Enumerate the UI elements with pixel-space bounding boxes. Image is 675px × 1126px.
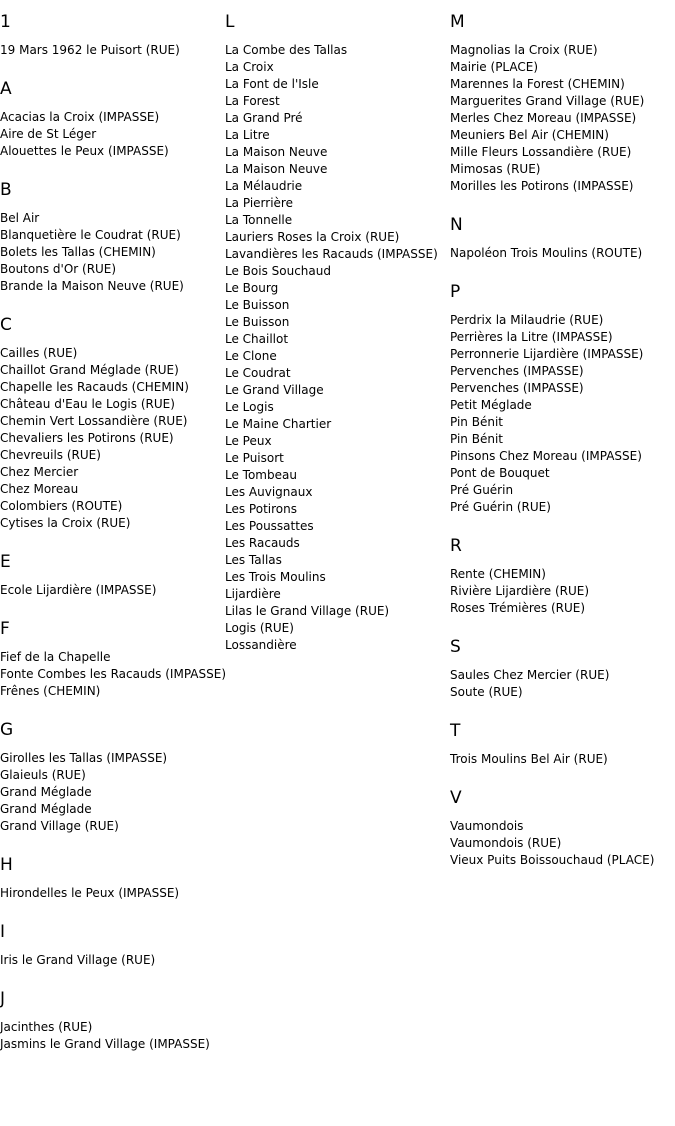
street-list	[450, 566, 675, 617]
street-list	[0, 885, 224, 902]
letter-section	[0, 179, 224, 295]
street-entry: Lilas le Grand Village (RUE)	[225, 604, 390, 618]
street-entry: La Maison Neuve	[225, 145, 328, 159]
street-list	[0, 952, 224, 969]
letter-section	[450, 636, 675, 701]
street-entry: Pervenches (IMPASSE)	[450, 381, 584, 395]
letter-section	[0, 78, 224, 160]
street-entry: Jasmins le Grand Village (IMPASSE)	[0, 1037, 210, 1051]
street-entry: Le Clone	[225, 349, 277, 363]
street-entry: La Croix	[225, 60, 274, 74]
street-entry: Chez Mercier	[0, 465, 79, 479]
street-list	[0, 109, 224, 160]
street-entry: La Litre	[225, 128, 270, 142]
street-entry: Jacinthes (RUE)	[0, 1020, 93, 1034]
street-entry: Vaumondois (RUE)	[450, 836, 562, 850]
letter-section	[0, 11, 224, 59]
street-entry: Logis (RUE)	[225, 621, 294, 635]
street-entry: Mille Fleurs Lossandière (RUE)	[450, 145, 632, 159]
street-entry: Magnolias la Croix (RUE)	[450, 43, 598, 57]
street-entry: Merles Chez Moreau (IMPASSE)	[450, 111, 637, 125]
section-letter-heading: T	[450, 721, 461, 741]
street-entry: Frênes (CHEMIN)	[0, 684, 101, 698]
street-entry: Roses Trémières (RUE)	[450, 601, 586, 615]
section-letter-heading: G	[0, 720, 14, 740]
street-entry: Bel Air	[0, 211, 40, 225]
street-entry: Alouettes le Peux (IMPASSE)	[0, 144, 169, 158]
street-entry: Grand Village (RUE)	[0, 819, 119, 833]
street-entry: Chaillot Grand Méglade (RUE)	[0, 363, 179, 377]
street-entry: Le Chaillot	[225, 332, 289, 346]
street-entry: Glaieuls (RUE)	[0, 768, 86, 782]
street-entry: Les Auvignaux	[225, 485, 313, 499]
letter-section	[0, 719, 224, 835]
street-list	[450, 245, 675, 262]
letter-section	[0, 921, 224, 969]
street-entry: Marguerites Grand Village (RUE)	[450, 94, 645, 108]
street-entry: Rivière Lijardière (RUE)	[450, 584, 590, 598]
street-entry: La Maison Neuve	[225, 162, 328, 176]
street-entry: Perrières la Litre (IMPASSE)	[450, 330, 613, 344]
street-list	[450, 42, 675, 195]
letter-section	[450, 720, 675, 768]
section-letter-heading: F	[0, 619, 10, 639]
letter-section	[225, 11, 449, 654]
street-entry: Le Peux	[225, 434, 272, 448]
street-entry: Vaumondois	[450, 819, 524, 833]
section-letter-heading: B	[0, 180, 12, 200]
street-entry: Le Buisson	[225, 315, 290, 329]
letter-section	[0, 854, 224, 902]
street-entry: Le Coudrat	[225, 366, 291, 380]
section-letter-heading: L	[225, 12, 235, 32]
street-list	[0, 210, 224, 295]
street-entry: Chevreuils (RUE)	[0, 448, 101, 462]
street-entry: Lavandières les Racauds (IMPASSE)	[225, 247, 438, 261]
street-entry: Chez Moreau	[0, 482, 79, 496]
street-entry: Chapelle les Racauds (CHEMIN)	[0, 380, 189, 394]
street-entry: Lossandière	[225, 638, 297, 652]
section-letter-heading: S	[450, 637, 461, 657]
street-entry: Pervenches (IMPASSE)	[450, 364, 584, 378]
street-entry: Pin Bénit	[450, 415, 503, 429]
street-entry: Fonte Combes les Racauds (IMPASSE)	[0, 667, 227, 681]
street-entry: La Grand Pré	[225, 111, 303, 125]
street-list	[0, 42, 224, 59]
street-list	[0, 649, 227, 700]
letter-section	[450, 11, 675, 195]
section-letter-heading: V	[450, 788, 462, 808]
street-list	[0, 1019, 224, 1053]
street-list	[225, 42, 449, 654]
street-entry: Chemin Vert Lossandière (RUE)	[0, 414, 188, 428]
street-entry: Brande la Maison Neuve (RUE)	[0, 279, 184, 293]
street-entry: Le Puisort	[225, 451, 284, 465]
street-list	[450, 751, 675, 768]
street-entry: Le Logis	[225, 400, 274, 414]
street-entry: Vieux Puits Boissouchaud (PLACE)	[450, 853, 655, 867]
letter-section	[0, 988, 224, 1053]
section-letter-heading: M	[450, 12, 465, 32]
letter-section	[450, 214, 675, 262]
street-list	[0, 750, 224, 835]
street-entry: Les Potirons	[225, 502, 297, 516]
street-entry: Lijardière	[225, 587, 281, 601]
index-column-2	[225, 0, 449, 673]
street-entry: Cytises la Croix (RUE)	[0, 516, 131, 530]
letter-section	[0, 618, 227, 700]
street-list	[0, 582, 224, 599]
street-entry: La Tonnelle	[225, 213, 293, 227]
street-entry: Boutons d'Or (RUE)	[0, 262, 117, 276]
street-entry: Le Tombeau	[225, 468, 297, 482]
street-entry: Grand Méglade	[0, 802, 92, 816]
street-entry: Napoléon Trois Moulins (ROUTE)	[450, 246, 643, 260]
section-letter-heading: P	[450, 282, 461, 302]
index-column-3	[450, 0, 675, 888]
street-entry: Le Bois Souchaud	[225, 264, 331, 278]
section-letter-heading: I	[0, 922, 6, 942]
street-entry: Pré Guérin (RUE)	[450, 500, 551, 514]
street-entry: Le Buisson	[225, 298, 290, 312]
street-entry: Soute (RUE)	[450, 685, 523, 699]
street-entry: Ecole Lijardière (IMPASSE)	[0, 583, 157, 597]
street-entry: Grand Méglade	[0, 785, 92, 799]
section-letter-heading: R	[450, 536, 462, 556]
letter-section	[0, 551, 224, 599]
street-entry: Pinsons Chez Moreau (IMPASSE)	[450, 449, 642, 463]
street-list	[450, 312, 675, 516]
street-list	[0, 345, 224, 532]
street-entry: Girolles les Tallas (IMPASSE)	[0, 751, 168, 765]
street-entry: Iris le Grand Village (RUE)	[0, 953, 156, 967]
street-entry: Perronnerie Lijardière (IMPASSE)	[450, 347, 644, 361]
street-entry: Les Trois Moulins	[225, 570, 326, 584]
index-column-1	[0, 0, 227, 1072]
section-letter-heading: 1	[0, 12, 11, 32]
street-entry: Chevaliers les Potirons (RUE)	[0, 431, 174, 445]
letter-section	[0, 314, 224, 532]
street-entry: Les Poussattes	[225, 519, 314, 533]
street-list	[450, 818, 675, 869]
letter-section	[450, 535, 675, 617]
street-entry: La Pierrière	[225, 196, 293, 210]
section-letter-heading: E	[0, 552, 11, 572]
street-entry: 19 Mars 1962 le Puisort (RUE)	[0, 43, 180, 57]
section-letter-heading: J	[0, 989, 6, 1009]
letter-section	[450, 281, 675, 516]
street-entry: Bolets les Tallas (CHEMIN)	[0, 245, 156, 259]
street-list	[450, 667, 675, 701]
street-entry: Le Maine Chartier	[225, 417, 332, 431]
street-entry: La Combe des Tallas	[225, 43, 348, 57]
street-entry: Pin Bénit	[450, 432, 503, 446]
street-entry: Château d'Eau le Logis (RUE)	[0, 397, 175, 411]
street-entry: Hirondelles le Peux (IMPASSE)	[0, 886, 180, 900]
street-entry: Le Grand Village	[225, 383, 324, 397]
letter-section	[450, 787, 675, 869]
street-entry: Les Tallas	[225, 553, 282, 567]
section-letter-heading: C	[0, 315, 12, 335]
street-entry: Saules Chez Mercier (RUE)	[450, 668, 610, 682]
street-entry: Fief de la Chapelle	[0, 650, 111, 664]
street-entry: La Font de l'Isle	[225, 77, 319, 91]
street-entry: Perdrix la Milaudrie (RUE)	[450, 313, 604, 327]
section-letter-heading: H	[0, 855, 13, 875]
street-entry: Le Bourg	[225, 281, 279, 295]
street-entry: Lauriers Roses la Croix (RUE)	[225, 230, 400, 244]
street-entry: Trois Moulins Bel Air (RUE)	[450, 752, 608, 766]
street-entry: Pré Guérin	[450, 483, 514, 497]
section-letter-heading: N	[450, 215, 463, 235]
street-entry: Blanquetière le Coudrat (RUE)	[0, 228, 181, 242]
street-entry: Cailles (RUE)	[0, 346, 78, 360]
street-entry: Mimosas (RUE)	[450, 162, 541, 176]
street-entry: Aire de St Léger	[0, 127, 97, 141]
street-entry: Marennes la Forest (CHEMIN)	[450, 77, 625, 91]
street-entry: Meuniers Bel Air (CHEMIN)	[450, 128, 609, 142]
street-entry: Les Racauds	[225, 536, 300, 550]
street-entry: La Forest	[225, 94, 280, 108]
street-entry: Pont de Bouquet	[450, 466, 550, 480]
street-entry: Mairie (PLACE)	[450, 60, 539, 74]
street-entry: Morilles les Potirons (IMPASSE)	[450, 179, 634, 193]
street-entry: Petit Méglade	[450, 398, 532, 412]
street-entry: Colombiers (ROUTE)	[0, 499, 123, 513]
street-entry: La Mélaudrie	[225, 179, 303, 193]
street-entry: Rente (CHEMIN)	[450, 567, 546, 581]
street-entry: Acacias la Croix (IMPASSE)	[0, 110, 160, 124]
section-letter-heading: A	[0, 79, 12, 99]
